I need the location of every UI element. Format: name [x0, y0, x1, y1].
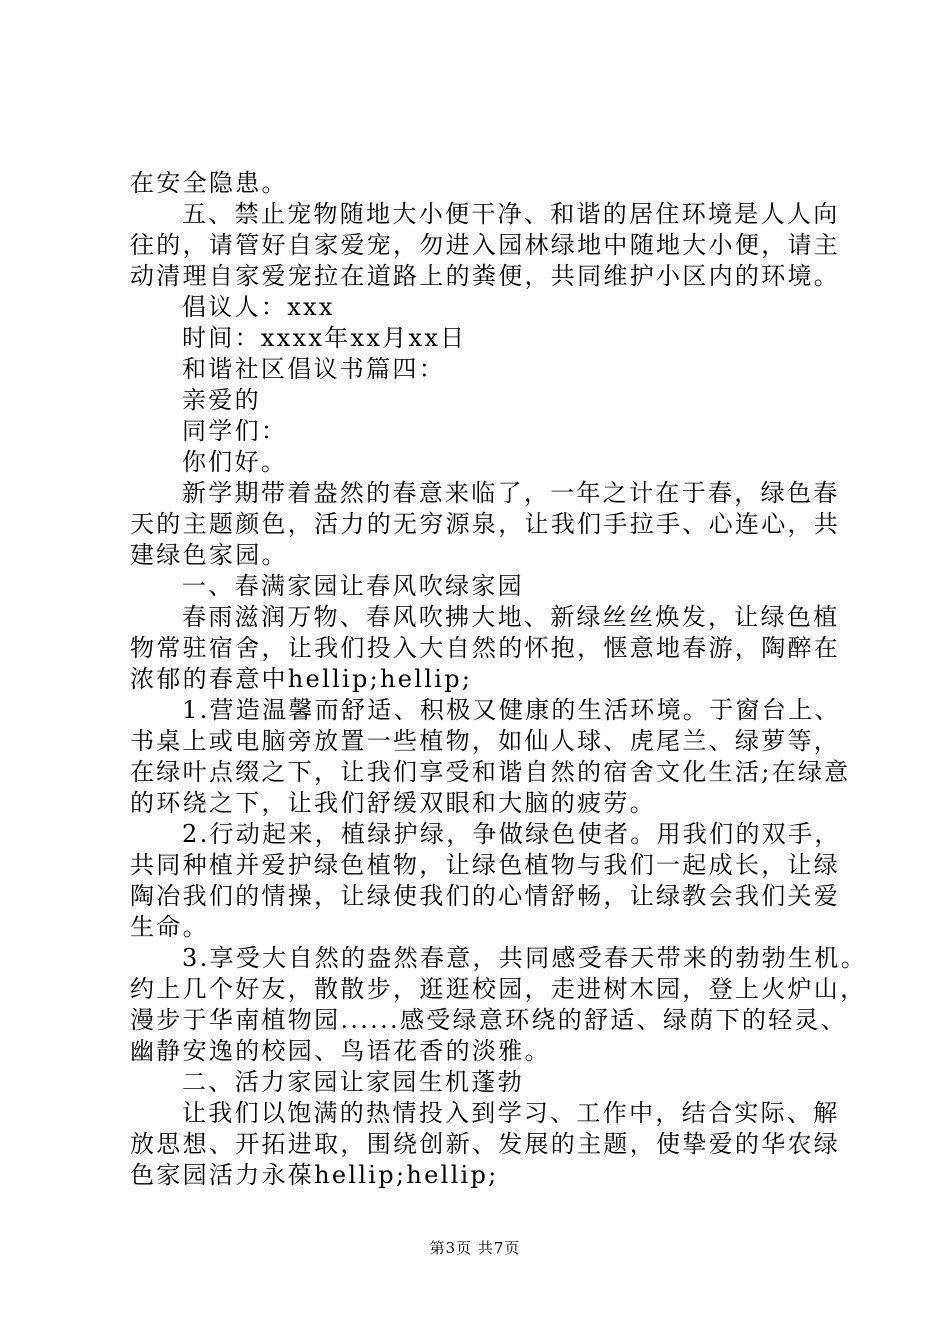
text-line: 时间：xxxx年xx月xx日 [182, 324, 467, 352]
text-line: 你们好。 [182, 448, 288, 476]
text-line: 3.享受大自然的盎然春意，共同感受春天带来的勃勃生机。 [182, 944, 867, 972]
text-line: 放思想、开拓进取，围绕创新、发展的主题，使挚爱的华农绿 [130, 1130, 841, 1158]
text-line: 幽静安逸的校园、鸟语花香的淡雅。 [130, 1037, 551, 1065]
text-line: 建绿色家园。 [130, 541, 288, 569]
text-line: 物常驻宿舍，让我们投入大自然的怀抱，惬意地春游，陶醉在 [130, 634, 841, 662]
text-line: 陶冶我们的情操，让绿使我们的心情舒畅，让绿教会我们关爱 [130, 882, 841, 910]
text-line: 亲爱的 [182, 386, 261, 414]
text-line: 共同种植并爱护绿色植物，让绿色植物与我们一起成长，让绿 [130, 851, 841, 879]
text-line: 二、活力家园让家园生机蓬勃 [182, 1068, 524, 1096]
text-line: 一、春满家园让春风吹绿家园 [182, 572, 524, 600]
text-line: 漫步于华南植物园......感受绿意环绕的舒适、绿荫下的轻灵、 [130, 1006, 848, 1034]
text-line: 天的主题颜色，活力的无穷源泉，让我们手拉手、心连心，共 [130, 510, 841, 538]
text-line: 的环绕之下，让我们舒缓双眼和大脑的疲劳。 [130, 789, 656, 817]
text-line: 动清理自家爱宠拉在道路上的粪便，共同维护小区内的环境。 [130, 262, 841, 290]
text-line: 春雨滋润万物、春风吹拂大地、新绿丝丝焕发，让绿色植 [182, 603, 840, 631]
text-line: 2.行动起来，植绿护绿，争做绿色使者。用我们的双手， [182, 820, 841, 848]
text-line: 新学期带着盎然的春意来临了，一年之计在于春，绿色春 [182, 479, 840, 507]
text-line: 五、禁止宠物随地大小便干净、和谐的居住环境是人人向 [182, 200, 840, 228]
text-line: 和谐社区倡议书篇四： [182, 355, 445, 383]
text-line: 书桌上或电脑旁放置一些植物，如仙人球、虎尾兰、绿萝等， [130, 727, 841, 755]
text-line: 往的，请管好自家爱宠，勿进入园林绿地中随地大小便，请主 [130, 231, 841, 259]
text-line: 生命。 [130, 913, 209, 941]
text-line: 浓郁的春意中hellip;hellip; [130, 665, 473, 693]
text-line: 约上几个好友，散散步，逛逛校园，走进树木园，登上火炉山， [130, 975, 867, 1003]
page-footer: 第3页 共7页 [429, 1239, 521, 1257]
text-line: 在安全隐患。 [130, 169, 288, 197]
document-body [130, 168, 867, 1191]
text-line: 色家园活力永葆hellip;hellip; [130, 1161, 499, 1189]
text-line: 倡议人：xxx [182, 293, 335, 321]
text-line: 在绿叶点缀之下，让我们享受和谐自然的宿舍文化生活;在绿意 [130, 758, 851, 786]
text-line: 1.营造温馨而舒适、积极又健康的生活环境。于窗台上、 [182, 696, 841, 724]
text-line: 让我们以饱满的热情投入到学习、工作中，结合实际、解 [182, 1099, 840, 1127]
text-line: 同学们： [182, 417, 288, 445]
